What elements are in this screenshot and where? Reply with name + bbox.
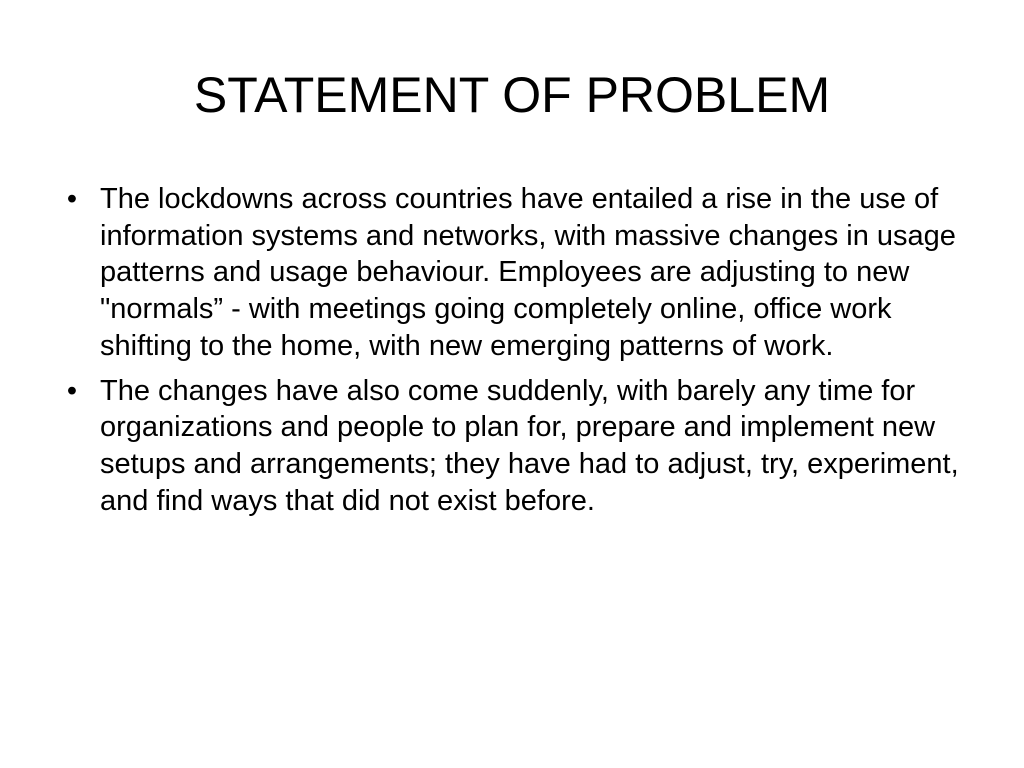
bullet-text: The lockdowns across countries have entailed a rise in the use of information systems and networks, with massive changes in usage patterns and usage behaviour. Employees are adjusting to new "normals” - with meetings going completely online, office work shifting to the home, with new emerging patterns of work. [100, 183, 956, 362]
slide-title: STATEMENT OF PROBLEM [193, 67, 831, 123]
bullet-text: The changes have also come suddenly, with barely any time for organizations and people to plan for, prepare and implement new setups and arrangements; they have had to adjust, try, experiment, and find ways that did not exist before. [100, 374, 959, 517]
bullet-dot-icon: • [66, 183, 78, 215]
bullet-list [60, 181, 970, 527]
bullet-item [60, 181, 970, 365]
bullet-dot-icon: • [66, 374, 78, 407]
bullet-item [60, 373, 970, 520]
